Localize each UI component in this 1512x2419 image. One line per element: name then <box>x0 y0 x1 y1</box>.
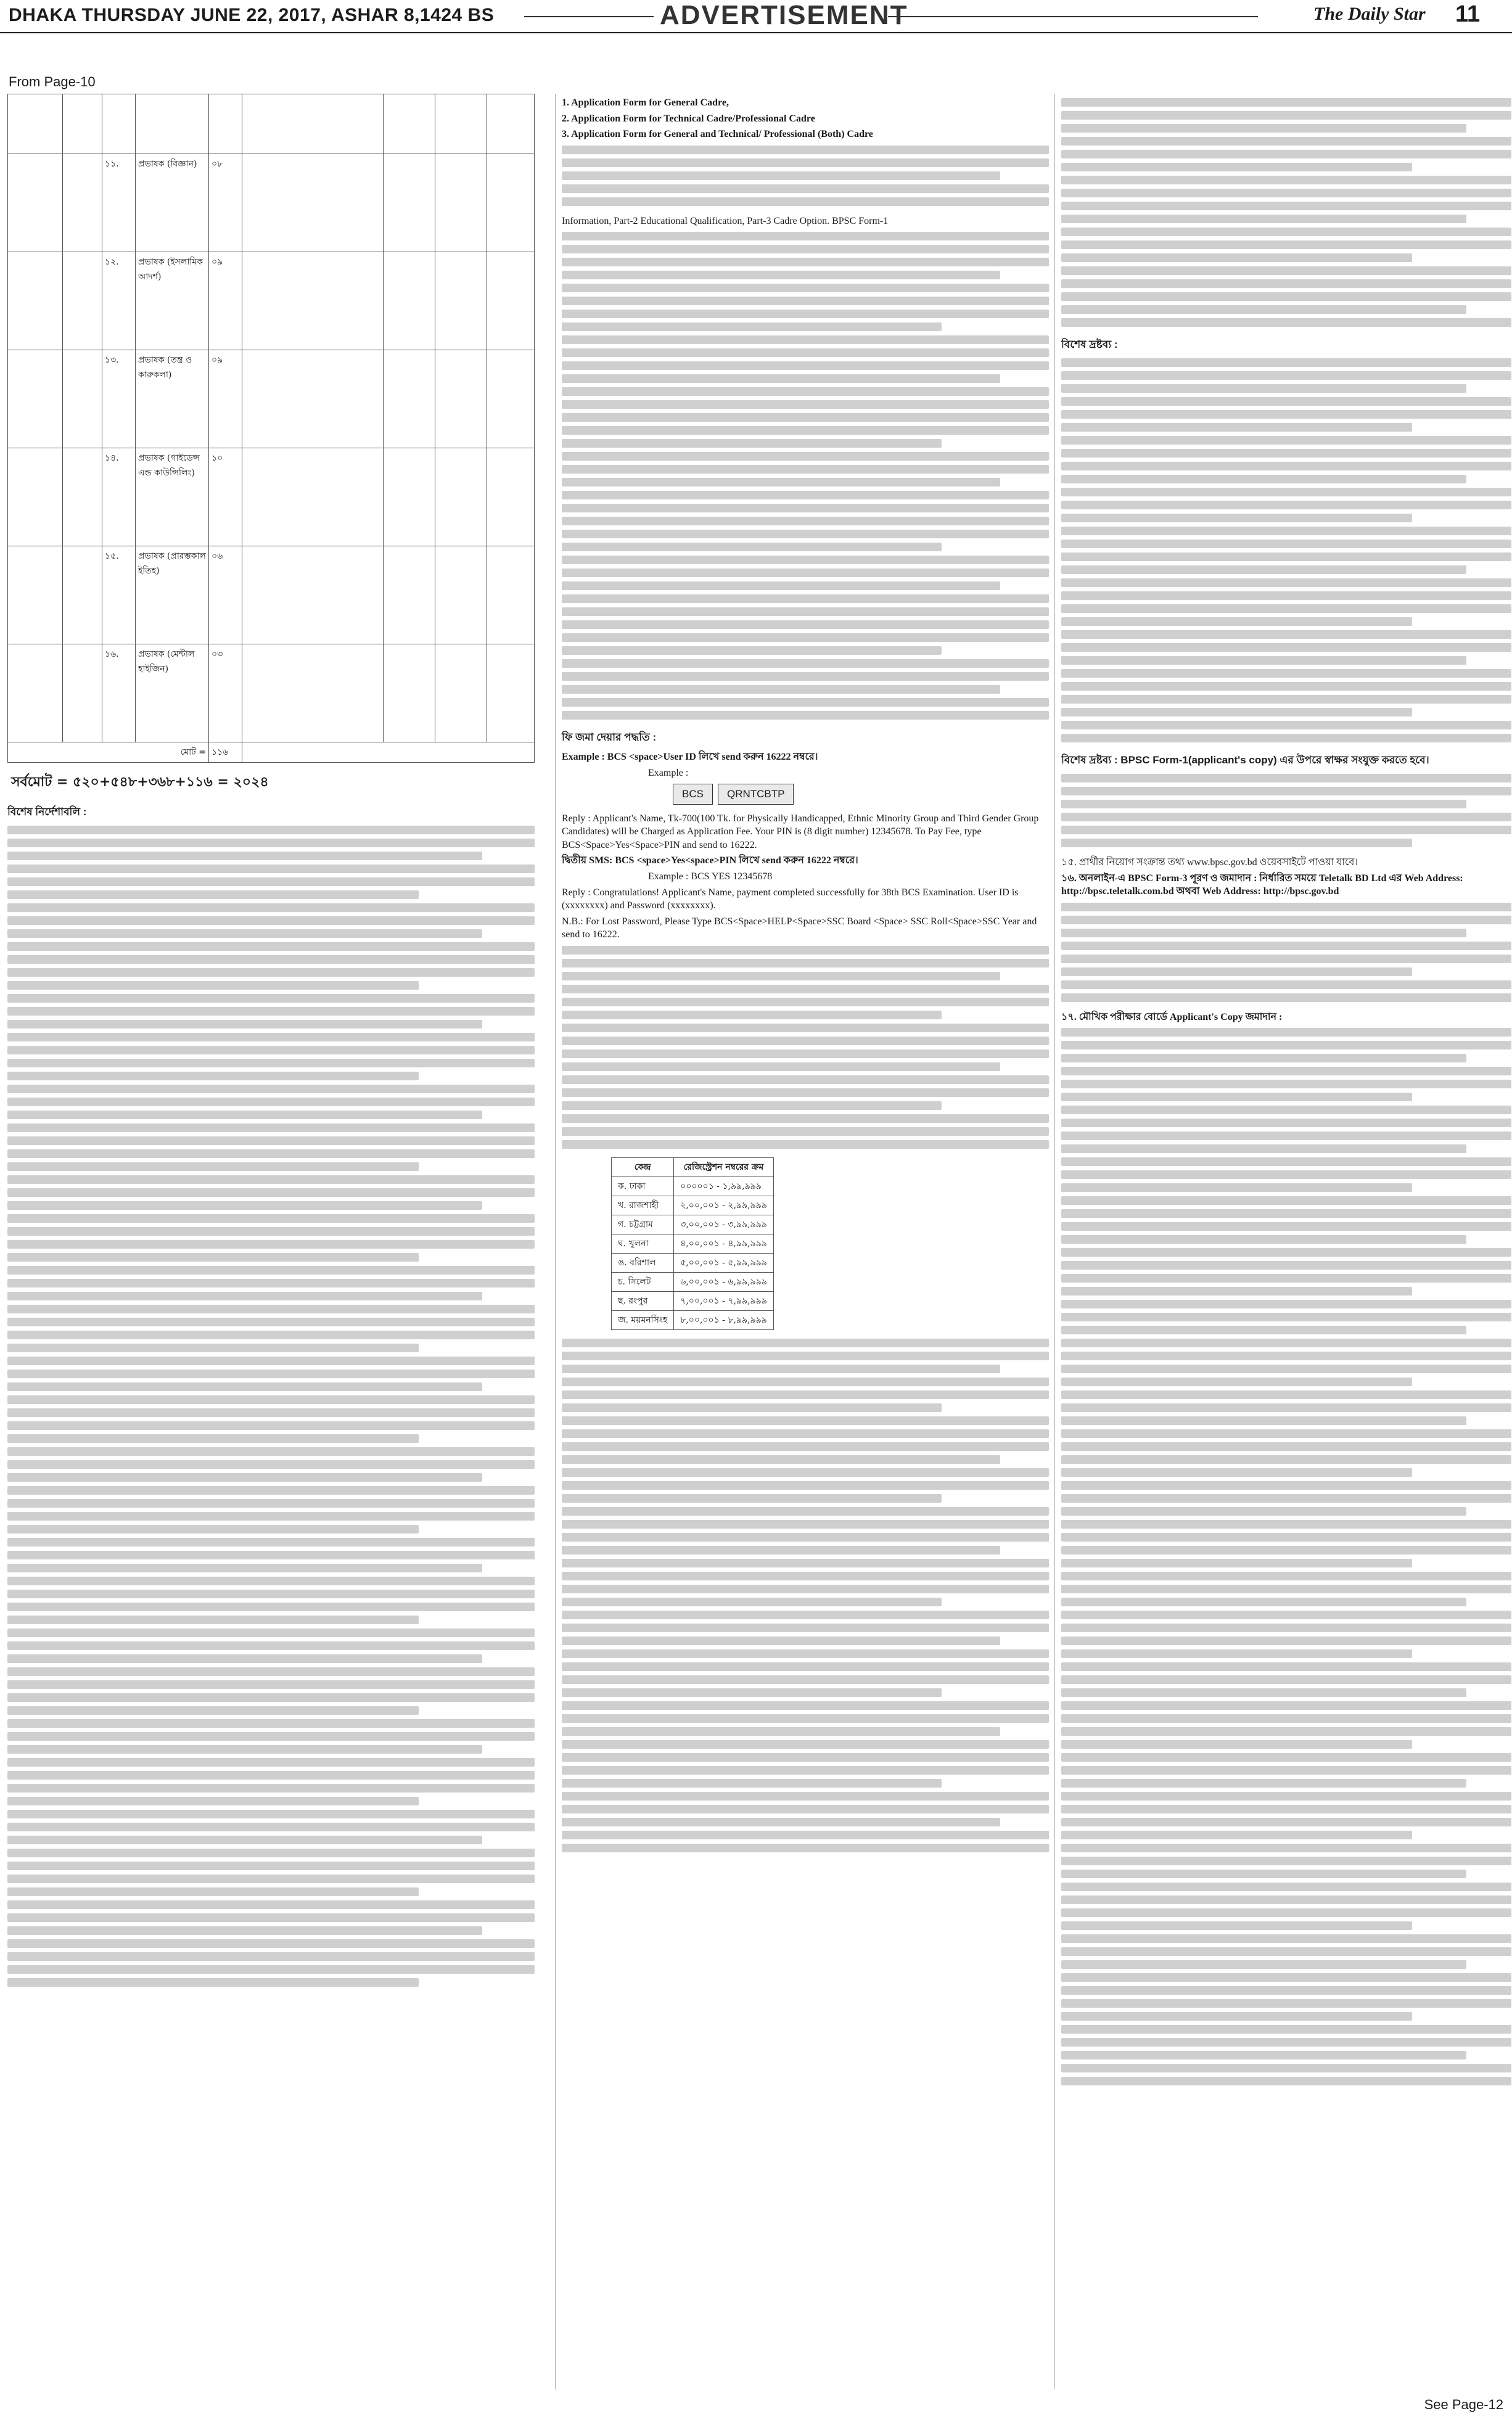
centre-name: ক. ঢাকা <box>612 1177 674 1196</box>
range-header: রেজিস্ট্রেশন নম্বরের ক্রম <box>674 1157 774 1177</box>
special-note-2: বিশেষ দ্রষ্টব্য : BPSC Form-1(applicant's copy) এর উপরে স্বাক্ষর সংযুক্ত করতে হবে। <box>1061 754 1429 766</box>
header-cell <box>63 94 102 154</box>
viva-line: ১৭. মৌখিক পরীক্ষার বোর্ডে Applicant's Copy জমাদান : <box>1061 1011 1283 1022</box>
sms-example-boxes <box>673 784 1049 805</box>
post-name: প্রভাষক (বিজ্ঞান) <box>136 154 209 252</box>
centre-range: ৩,০০,০০১ - ৩,৯৯,৯৯৯ <box>674 1215 774 1234</box>
dateline: DHAKA THURSDAY JUNE 22, 2017, ASHAR 8,1424 BS <box>9 5 495 25</box>
masthead-rule-right <box>888 16 1258 17</box>
lost-password-note: N.B.: For Lost Password, Please Type BCS<Space>HELP<Space>SSC Board <Space> SSC Roll<Space>SSC Year and send to 16222. <box>562 916 1037 940</box>
centre-name: গ. চট্টগ্রাম <box>612 1215 674 1234</box>
serial: ১৫. <box>102 546 136 644</box>
notes-heading: বিশেষ নির্দেশাবলি : <box>7 806 87 818</box>
centre-name: ঙ. বরিশাল <box>612 1253 674 1272</box>
table-row <box>612 1215 774 1234</box>
serial: ১২. <box>102 252 136 350</box>
centre-name: চ. সিলেট <box>612 1272 674 1291</box>
post-count: ০৬ <box>209 546 242 644</box>
special-note-1-text <box>1061 358 1511 742</box>
notes-text <box>7 826 535 1987</box>
example-label: Example : <box>648 767 689 778</box>
post-count: ০৯ <box>209 252 242 350</box>
continued-on: See Page-12 <box>1424 2397 1503 2412</box>
centre-header: কেন্দ্র <box>612 1157 674 1177</box>
form-item-1: 1. Application Form for General Cadre, <box>562 97 729 108</box>
column-left <box>7 94 535 2389</box>
post-name: প্রভাষক (মেন্টাল হাইজিন) <box>136 644 209 742</box>
grand-total: সর্বমোট = ৫২০+৫৪৮+৩৬৮+১১৬ = ২০২৪ <box>11 774 269 790</box>
admit-card-text <box>562 1339 1049 1852</box>
post-name: প্রভাষক (ইসলামিক আদর্শ) <box>136 252 209 350</box>
header-cell <box>435 94 487 154</box>
masthead-rule-left <box>524 16 654 17</box>
centre-name: খ. রাজশাহী <box>612 1196 674 1215</box>
centre-header-row <box>612 1157 774 1177</box>
section-title: ADVERTISEMENT <box>660 0 908 30</box>
post-name: প্রভাষক (গাইডেন্স এন্ড কাউন্সিলিং) <box>136 448 209 546</box>
table-row <box>612 1196 774 1215</box>
viva-text <box>1061 1028 1511 2085</box>
centre-range: ২,০০,০০১ - ২,৯৯,৯৯৯ <box>674 1196 774 1215</box>
post-count: ০৩ <box>209 644 242 742</box>
sms-box-userid: QRNTCBTP <box>718 784 794 805</box>
serial: ১১. <box>102 154 136 252</box>
newspaper-logo: The Daily Star <box>1313 4 1426 24</box>
column-middle <box>555 94 1049 2389</box>
centre-range: ৪,০০,০০১ - ৪,৯৯,৯৯৯ <box>674 1234 774 1253</box>
serial: ১৩. <box>102 350 136 448</box>
table-row <box>612 1310 774 1329</box>
form-item-3: 3. Application Form for General and Technical/ Professional (Both) Cadre <box>562 129 873 140</box>
example-2: Example : BCS YES 12345678 <box>648 871 773 882</box>
form3-text <box>1061 903 1511 1002</box>
website-line: ১৫. প্রার্থীর নিয়োগ সংক্রান্ত তথ্য www.bpsc.gov.bd ওয়েবসাইটে পাওয়া যাবে। <box>1061 857 1358 868</box>
header-cell <box>209 94 242 154</box>
form-paragraph <box>562 232 1049 720</box>
table-row <box>612 1234 774 1253</box>
page-number: 11 <box>1455 1 1481 27</box>
table-row <box>8 644 535 742</box>
post-table-header <box>8 94 535 154</box>
form-item-2: 2. Application Form for Technical Cadre/Professional Cadre <box>562 113 815 124</box>
form-parts: Information, Part-2 Educational Qualification, Part-3 Cadre Option. BPSC Form-1 <box>562 215 889 226</box>
post-count: ০৯ <box>209 350 242 448</box>
table-row <box>8 154 535 252</box>
right-intro-text <box>1061 98 1511 327</box>
reply-1: Reply : Applicant's Name, Tk-700(100 Tk. for Physically Handicapped, Ethnic Minority Group and Third Gender Group Candidates) will be Charged as Application Fee. Your PIN is (8 digit number) 12345678. To Pay Fee, type BCS<Space>Yes<Space>PIN and send to 16222. <box>562 813 1039 850</box>
masthead <box>0 0 1512 33</box>
special-note-1: বিশেষ দ্রষ্টব্য : <box>1061 339 1118 350</box>
table-row <box>8 252 535 350</box>
centre-range: ৫,০০,০০১ - ৫,৯৯,৯৯৯ <box>674 1253 774 1272</box>
serial: ১৪. <box>102 448 136 546</box>
form-instructions <box>562 146 1049 206</box>
header-cell <box>384 94 435 154</box>
photo-signature-text <box>562 946 1049 1149</box>
header-cell <box>8 94 63 154</box>
centre-name: জ. ময়মনসিংহ <box>612 1310 674 1329</box>
centre-range: ৮,০০,০০১ - ৮,৯৯,৯৯৯ <box>674 1310 774 1329</box>
total-value: ১১৬ <box>209 742 242 763</box>
table-row <box>612 1177 774 1196</box>
header-cell <box>487 94 535 154</box>
sms-box-bcs: BCS <box>673 784 713 805</box>
header-cell <box>136 94 209 154</box>
post-count: ০৮ <box>209 154 242 252</box>
centre-range: ০০০০০১ - ১,৯৯,৯৯৯ <box>674 1177 774 1196</box>
post-table <box>7 94 535 763</box>
post-count: ১০ <box>209 448 242 546</box>
centre-name: ছ. রংপুর <box>612 1291 674 1310</box>
column-right <box>1054 94 1511 2389</box>
header-cell <box>102 94 136 154</box>
centre-range: ৭,০০,০০১ - ৭,৯৯,৯৯৯ <box>674 1291 774 1310</box>
second-sms: দ্বিতীয় SMS: BCS <space>Yes<space>PIN লিখে send করুন 16222 নম্বরে। <box>562 855 858 866</box>
table-row <box>612 1291 774 1310</box>
fee-heading: ফি জমা দেয়ার পদ্ধতি : <box>562 731 657 744</box>
post-name: প্রভাষক (প্রারম্ভকাল ইতিহ) <box>136 546 209 644</box>
table-row <box>8 448 535 546</box>
total-label: মোট = <box>8 742 209 763</box>
centre-name: ঘ. খুলনা <box>612 1234 674 1253</box>
special-note-2-text <box>1061 774 1511 847</box>
table-row <box>8 546 535 644</box>
table-row <box>612 1253 774 1272</box>
reply-2: Reply : Congratulations! Applicant's Name, payment completed successfully for 38th BCS Examination. User ID is (xxxxxxxx) and Password (xxxxxxxx). <box>562 887 1019 911</box>
serial: ১৬. <box>102 644 136 742</box>
first-sms: Example : BCS <space>User ID লিখে send করুন 16222 নম্বরে। <box>562 752 818 763</box>
centre-range: ৬,০০,০০১ - ৬,৯৯,৯৯৯ <box>674 1272 774 1291</box>
exam-centre-table <box>611 1157 774 1330</box>
total-row <box>8 742 535 763</box>
post-name: প্রভাষক (তন্ত্র ও কারুকলা) <box>136 350 209 448</box>
continued-from: From Page-10 <box>9 74 96 89</box>
header-cell <box>242 94 384 154</box>
form3-line: ১৬. অনলাইন-এ BPSC Form-3 পূরণ ও জমাদান : নির্ধারিত সময়ে Teletalk BD Ltd এর Web Address: http://bpsc.teletalk.com.bd অথবা Web Address: http://bpsc.gov.bd <box>1061 873 1463 897</box>
table-row <box>612 1272 774 1291</box>
table-row <box>8 350 535 448</box>
